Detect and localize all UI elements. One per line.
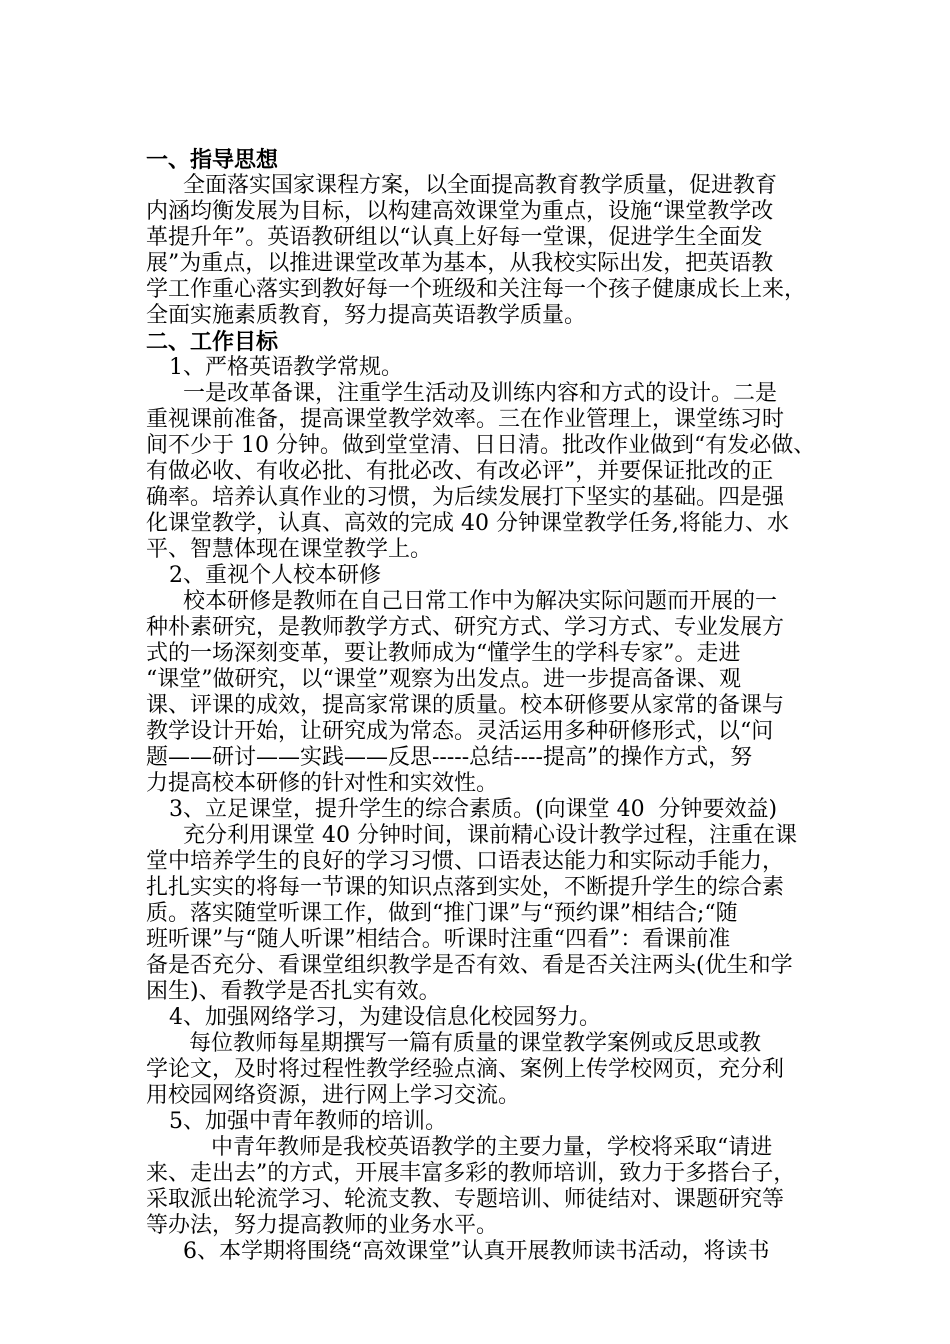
paragraph-line: 化课堂教学，认真、高效的完成 40 分钟课堂教学任务,将能力、水 (146, 511, 789, 536)
paragraph-line: 困生)、看教学是否扎实有效。 (146, 979, 441, 1004)
paragraph-line: 题——研讨——实践——反思-----总结----提高”的操作方式，努 (146, 745, 753, 770)
paragraph-line: 采取派出轮流学习、轮流支教、专题培训、师徒结对、课题研究等 (146, 1187, 785, 1212)
paragraph-line: 用校园网络资源，进行网上学习交流。 (146, 1083, 521, 1108)
paragraph-line: 等办法，努力提高教师的业务水平。 (146, 1213, 499, 1238)
paragraph-line: 备是否充分、看课堂组织教学是否有效、看是否关注两头(优生和学 (146, 953, 793, 978)
item-title: 3、立足课堂，提升学生的综合素质。(向课堂 40 分钟要效益) (169, 797, 778, 822)
item-title: 5、加强中青年教师的培训。 (169, 1109, 447, 1134)
paragraph-line: 中青年教师是我校英语教学的主要力量，学校将采取“请进 (211, 1135, 773, 1160)
paragraph-line: 每位教师每星期撰写一篇有质量的课堂教学案例或反思或教 (189, 1031, 762, 1056)
paragraph-line: 革提升年”。英语教研组以“认真上好每一堂课，促进学生全面发 (146, 225, 763, 250)
item-title: 1、严格英语教学常规。 (169, 355, 403, 380)
paragraph-line: 学工作重心落实到教好每一个班级和关注每一个孩子健康成长上来， (146, 277, 807, 302)
paragraph-line: 扎扎实实的将每一节课的知识点落到实处，不断提升学生的综合素 (146, 875, 785, 900)
paragraph-line: 全面落实国家课程方案，以全面提高教育教学质量，促进教育 (183, 173, 778, 198)
paragraph-line: 充分利用课堂 40 分钟时间，课前精心设计教学过程，注重在课 (183, 823, 797, 848)
paragraph-line: 重视课前准备，提高课堂教学效率。三在作业管理上，课堂练习时 (146, 407, 785, 432)
paragraph-line: 堂中培养学生的良好的学习习惯、口语表达能力和实际动手能力， (146, 849, 785, 874)
paragraph-line: 种朴素研究，是教师教学方式、研究方式、学习方式、专业发展方 (146, 615, 785, 640)
paragraph-line: 确率。培养认真作业的习惯，为后续发展打下坚实的基础。四是强 (146, 485, 785, 510)
paragraph-line: 课、评课的成效，提高家常课的质量。校本研修要从家常的备课与 (146, 693, 785, 718)
paragraph-line: 学论文，及时将过程性教学经验点滴、案例上传学校网页，充分利 (146, 1057, 785, 1082)
paragraph-line: 展”为重点，以推进课堂改革为基本，从我校实际出发，把英语教 (146, 251, 774, 276)
paragraph-line: 平、智慧体现在课堂教学上。 (146, 537, 433, 562)
paragraph-line: 力提高校本研修的针对性和实效性。 (146, 771, 499, 796)
paragraph-line: 一是改革备课，注重学生活动及训练内容和方式的设计。二是 (183, 381, 778, 406)
paragraph-line: 有做必收、有收必批、有批必改、有改必评”，并要保证批改的正 (146, 459, 774, 484)
paragraph-line: 质。落实随堂听课工作，做到“推门课”与“预约课”相结合;“随 (146, 901, 738, 926)
section-heading: 二、工作目标 (146, 329, 279, 355)
paragraph-line: 班听课”与“随人听课”相结合。听课时注重“四看”：看课前准 (146, 927, 731, 952)
paragraph-line: 校本研修是教师在自己日常工作中为解决实际问题而开展的一 (183, 589, 778, 614)
paragraph-line: 教学设计开始，让研究成为常态。灵活运用多种研修形式，以“问 (146, 719, 774, 744)
item-title: 4、加强网络学习，为建设信息化校园努力。 (169, 1005, 601, 1030)
item-title: 6、本学期将围绕“高效课堂”认真开展教师读书活动，将读书 (183, 1239, 770, 1264)
paragraph-line: 式的一场深刻变革，要让教师成为“懂学生的学科专家”。走进 (146, 641, 741, 666)
paragraph-line: 内涵均衡发展为目标，以构建高效课堂为重点，设施“课堂教学改 (146, 199, 774, 224)
paragraph-line: 来、走出去”的方式，开展丰富多彩的教师培训，致力于多搭台子， (146, 1161, 796, 1186)
item-title: 2、重视个人校本研修 (169, 563, 381, 588)
paragraph-line: 间不少于 10 分钟。做到堂堂清、日日清。批改作业做到“有发必做、 (146, 433, 816, 458)
section-heading: 一、指导思想 (146, 147, 279, 173)
paragraph-line: “课堂”做研究，以“课堂”观察为出发点。进一步提高备课、观 (146, 667, 741, 692)
paragraph-line: 全面实施素质教育，努力提高英语教学质量。 (146, 303, 587, 328)
